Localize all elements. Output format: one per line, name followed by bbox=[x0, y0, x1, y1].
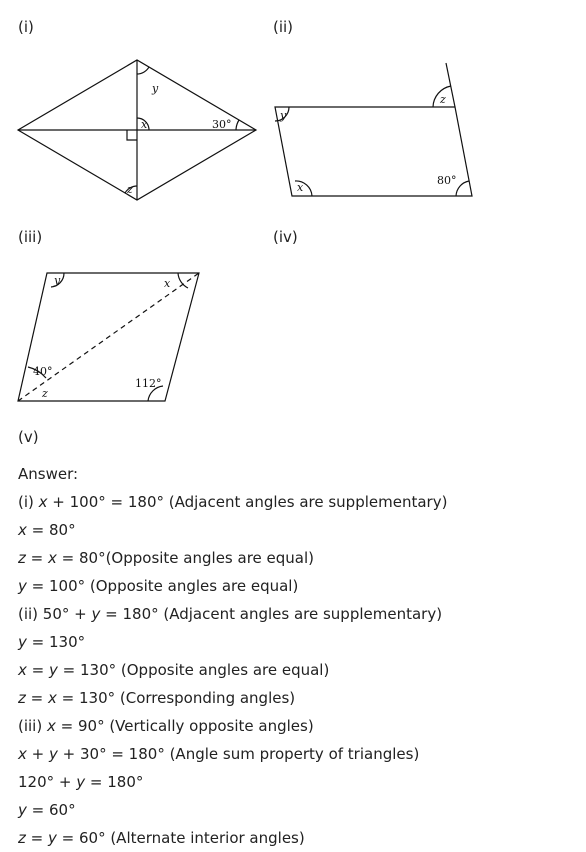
label-z-ii: z bbox=[440, 93, 446, 106]
label-x-iii: x bbox=[164, 277, 171, 290]
answer-line: y = 100° (Opposite angles are equal) bbox=[18, 577, 299, 595]
answer-line: y = 130° bbox=[18, 633, 86, 651]
answer-line: x = 80° bbox=[18, 521, 76, 539]
parallelogram-figure-iii bbox=[0, 0, 270, 420]
figure-label-iv: (iv) bbox=[273, 228, 298, 246]
label-y: y bbox=[152, 82, 159, 95]
figure-label-ii: (ii) bbox=[273, 18, 294, 36]
answer-line: 120° + y = 180° bbox=[18, 773, 144, 791]
label-112: 112° bbox=[135, 377, 162, 390]
dashed-diagonal bbox=[18, 273, 199, 401]
answer-line: z = x = 130° (Corresponding angles) bbox=[18, 689, 296, 707]
angle-arc-x-iii bbox=[178, 273, 188, 288]
answer-line: z = y = 60° (Alternate interior angles) bbox=[18, 829, 305, 847]
answer-heading: Answer: bbox=[18, 465, 79, 483]
answer-line: z = x = 80°(Opposite angles are equal) bbox=[18, 549, 314, 567]
answer-line: (i) x + 100° = 180° (Adjacent angles are supplementary) bbox=[18, 493, 448, 511]
label-30: 30° bbox=[212, 118, 232, 131]
answer-line: x + y + 30° = 180° (Angle sum property of triangles) bbox=[18, 745, 420, 763]
label-z: z bbox=[127, 183, 133, 196]
figure-label-v: (v) bbox=[18, 428, 39, 446]
answer-line: y = 60° bbox=[18, 801, 76, 819]
answer-line: (iii) x = 90° (Vertically opposite angles) bbox=[18, 717, 314, 735]
figure-label-i: (i) bbox=[18, 18, 34, 36]
answer-line: (ii) 50° + y = 180° (Adjacent angles are supplementary) bbox=[18, 605, 443, 623]
extended-side bbox=[446, 63, 455, 107]
label-x-ii: x bbox=[297, 181, 304, 194]
label-y-iii: y bbox=[54, 274, 61, 287]
answer-line: x = y = 130° (Opposite angles are equal) bbox=[18, 661, 330, 679]
label-x: x bbox=[141, 118, 148, 131]
angle-arc-80 bbox=[456, 181, 469, 196]
label-z-iii: z bbox=[42, 387, 48, 400]
label-40: 40° bbox=[33, 365, 53, 378]
label-80: 80° bbox=[437, 174, 457, 187]
label-y-ii: y bbox=[280, 109, 287, 122]
figure-label-iii: (iii) bbox=[18, 228, 43, 246]
